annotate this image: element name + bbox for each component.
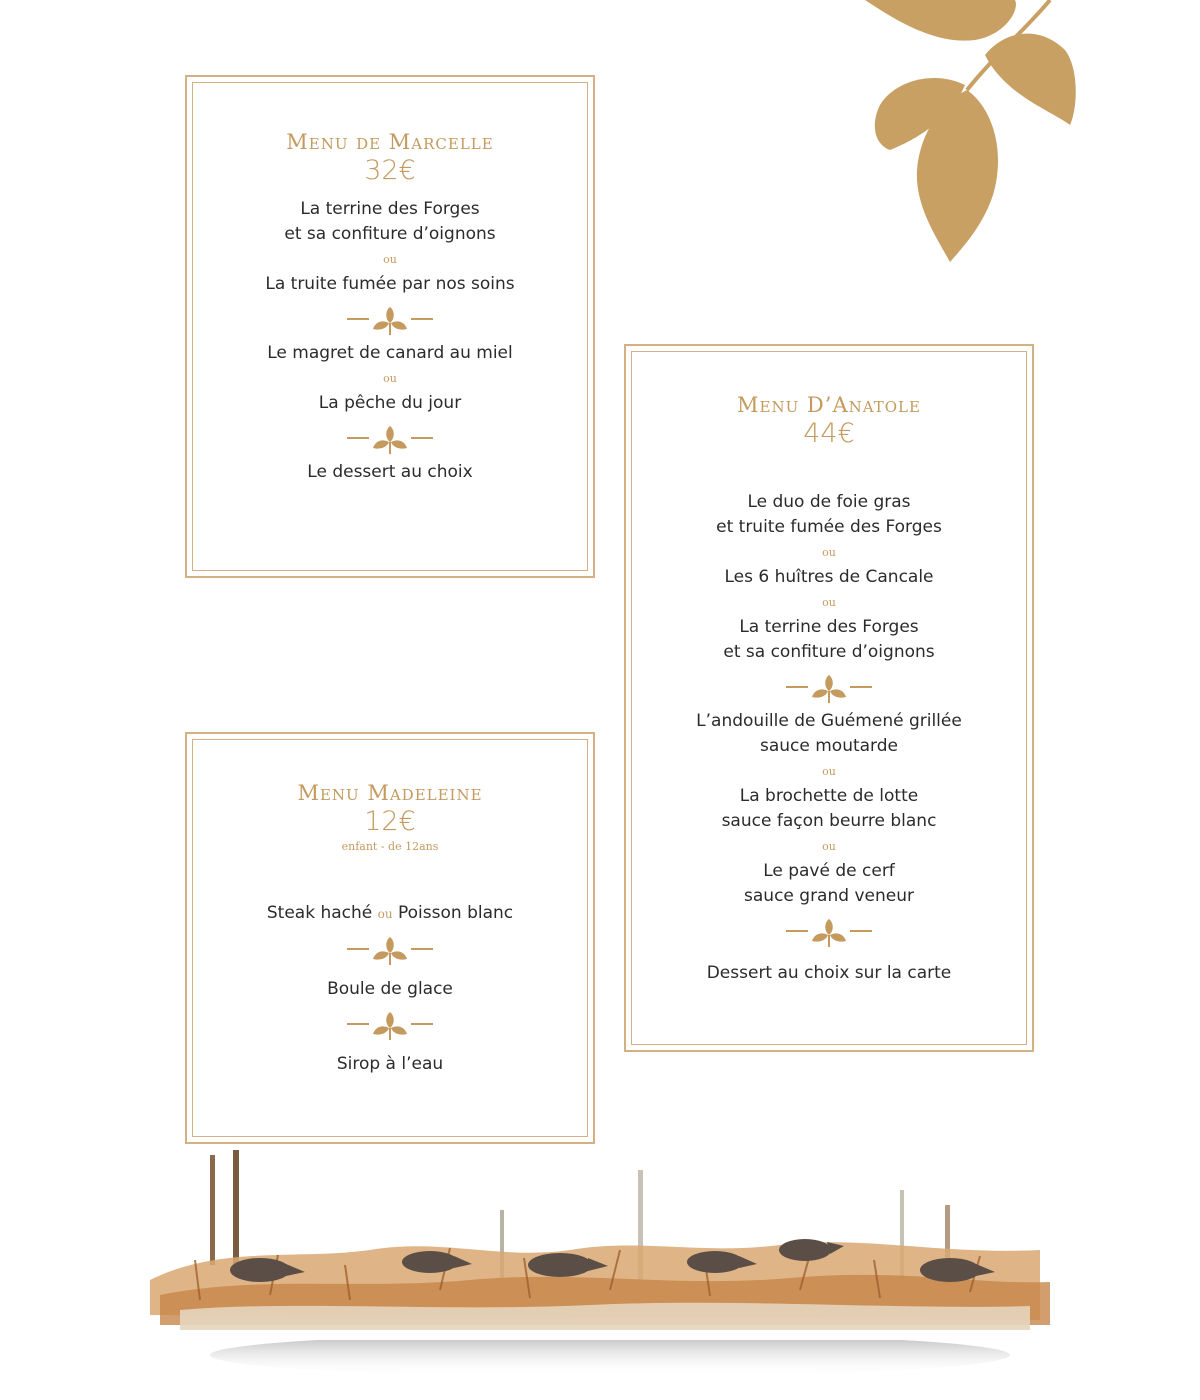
dish-name: Poisson blanc — [398, 903, 514, 923]
dish-line: sauce façon beurre blanc — [721, 811, 937, 831]
leaf-separator-icon — [345, 927, 435, 971]
or-label: ou — [822, 596, 836, 609]
dish-line: Le dessert au choix — [307, 462, 473, 482]
menu-title: Menu Madeleine — [297, 781, 483, 805]
or-label: ou — [822, 765, 836, 778]
leaf-separator-icon — [784, 665, 874, 709]
dish-line: Sirop à l’eau — [336, 1054, 444, 1074]
dish-line: sauce moutarde — [759, 736, 899, 756]
or-label: ou — [822, 546, 836, 559]
menu-anatole-card — [624, 344, 1034, 1052]
dish-line: Les 6 huîtres de Cancale — [724, 567, 934, 587]
dish-line: La pêche du jour — [318, 393, 462, 413]
or-label: ou — [822, 840, 836, 853]
or-label: ou — [383, 372, 397, 385]
dish-line: et sa confiture d’oignons — [723, 642, 935, 662]
dish-line: Boule de glace — [327, 979, 453, 999]
menu-title: Menu D’Anatole — [737, 393, 921, 417]
dish-line: Dessert au choix sur la carte — [706, 963, 952, 983]
menu-madeleine-card — [185, 732, 595, 1144]
menu-price: 44€ — [803, 418, 855, 449]
dish-line: L’andouille de Guémené grillée — [696, 711, 962, 731]
dish-line: La truite fumée par nos soins — [265, 274, 515, 294]
menu-price: 12€ — [364, 806, 416, 837]
menu-price: 32€ — [364, 155, 416, 186]
or-label: ou — [377, 907, 393, 921]
dish-line: et truite fumée des Forges — [716, 517, 942, 537]
dish-line: Le pavé de cerf — [763, 861, 895, 881]
dish-line: La terrine des Forges — [300, 199, 480, 219]
dish-name: Steak haché — [266, 903, 373, 923]
dish-line: et sa confiture d’oignons — [284, 224, 496, 244]
menu-subtitle: enfant - de 12ans — [341, 840, 439, 853]
menu-title: Menu de Marcelle — [286, 130, 494, 154]
dish-line: Le duo de foie gras — [747, 492, 911, 512]
leaf-separator-icon — [345, 416, 435, 460]
leaf-separator-icon — [784, 909, 874, 953]
dish-line: La terrine des Forges — [739, 617, 919, 637]
boar-hunt-illustration — [140, 1150, 1060, 1400]
menu-marcelle-card — [185, 75, 595, 578]
dish-line: Le magret de canard au miel — [267, 343, 513, 363]
dish-line: sauce grand veneur — [744, 886, 914, 906]
or-label: ou — [383, 253, 397, 266]
leaf-separator-icon — [345, 1002, 435, 1046]
leaf-branch-icon — [855, 0, 1085, 270]
leaf-separator-icon — [345, 297, 435, 341]
dish-line: La brochette de lotte — [739, 786, 919, 806]
dish-line — [193, 901, 587, 927]
